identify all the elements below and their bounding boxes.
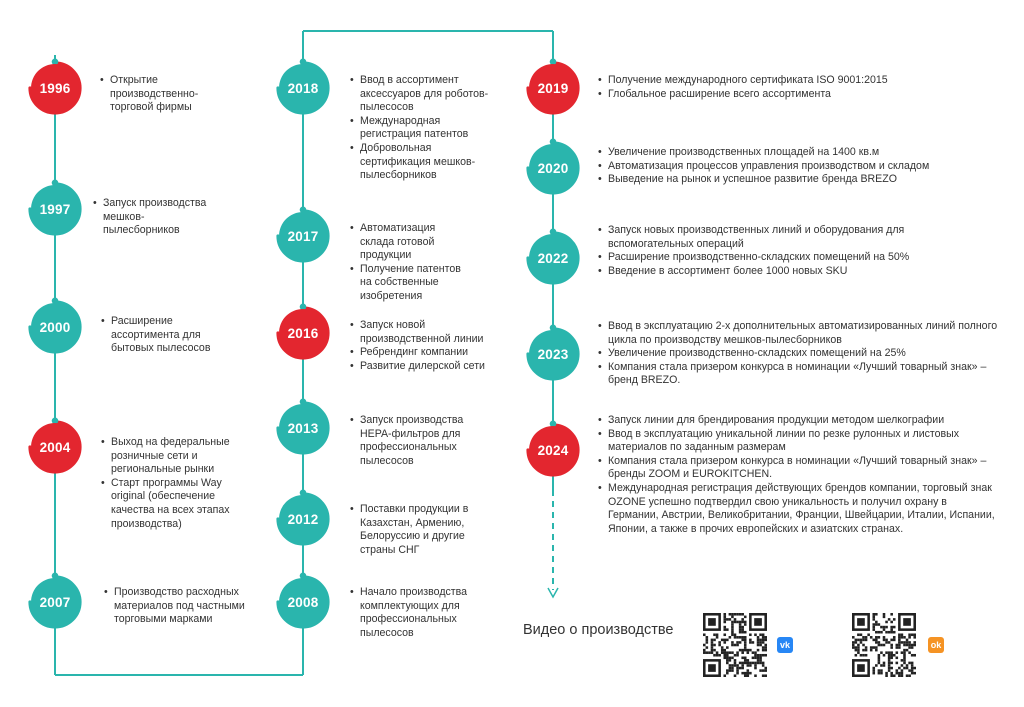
milestone-item: • Выход на федеральные розничные сети и региональные рынки — [101, 436, 241, 477]
milestone-item: • Добровольная сертификация мешков-пылесборников — [350, 142, 490, 183]
milestone-item: • Получение международного сертификата ISO 9001:2015 — [598, 74, 978, 88]
year-badge: 2012 — [279, 495, 327, 543]
milestone-1996-items — [100, 74, 220, 115]
year-badge: 2024 — [529, 426, 577, 474]
year-badge: 2004 — [31, 423, 79, 471]
year-badge: 2018 — [279, 64, 327, 112]
milestone-item: • Автоматизация склада готовой продукции — [350, 222, 470, 263]
year-badge: 2022 — [529, 234, 577, 282]
milestone-item: • Развитие дилерской сети — [350, 360, 485, 374]
milestone-item: • Автоматизация процессов управления производством и складом — [598, 160, 978, 174]
year-badge: 2016 — [279, 309, 327, 357]
milestone-2017-items — [350, 222, 470, 304]
milestone-item: • Увеличение производственных площадей на 1400 кв.м — [598, 146, 978, 160]
milestone-item: • Увеличение производственно-складских помещений на 25% — [598, 347, 998, 361]
milestone-item: • Ввод в ассортимент аксессуаров для роботов-пылесосов — [350, 74, 490, 115]
milestone-2008-items — [350, 586, 485, 640]
milestone-2019-items — [598, 74, 978, 101]
milestone-item: • Выведение на рынок и успешное развитие бренда BREZO — [598, 173, 978, 187]
year-badge: 1996 — [31, 64, 79, 112]
qr-code-ok[interactable] — [852, 613, 916, 677]
milestone-item: • Ребрендинг компании — [350, 346, 485, 360]
milestone-2016-items — [350, 319, 485, 373]
year-badge: 1997 — [31, 185, 79, 233]
year-badge: 2020 — [529, 144, 577, 192]
year-badge: 2013 — [279, 404, 327, 452]
ok-icon[interactable]: ok — [928, 637, 944, 653]
milestone-item: • Расширение производственно-складских помещений на 50% — [598, 251, 978, 265]
milestone-item: • Получение патентов на собственные изобретения — [350, 263, 470, 304]
milestone-item: • Начало производства комплектующих для профессиональных пылесосов — [350, 586, 485, 640]
milestone-item: • Производство расходных материалов под частными торговыми марками — [104, 586, 249, 627]
milestone-2024-items — [598, 414, 998, 536]
milestone-item: • Введение в ассортимент более 1000 новых SKU — [598, 265, 978, 279]
milestone-2007-items — [104, 586, 249, 627]
milestone-2004-items — [101, 436, 241, 531]
milestone-item: • Запуск производства мешков-пылесборников — [93, 197, 218, 238]
year-badge: 2008 — [279, 578, 327, 626]
milestone-item: • Открытие производственно-торговой фирмы — [100, 74, 220, 115]
milestone-1997-items — [93, 197, 218, 238]
year-badge: 2000 — [31, 303, 79, 351]
milestone-item: • Запуск новой производственной линии — [350, 319, 485, 346]
milestone-item: • Запуск новых производственных линий и оборудования для вспомогательных операций — [598, 224, 978, 251]
year-badge: 2017 — [279, 212, 327, 260]
milestone-item: • Ввод в эксплуатацию 2-х дополнительных автоматизированных линий полного цикла по производству мешков-пылесборников — [598, 320, 998, 347]
milestone-2012-items — [350, 503, 490, 557]
milestone-2018-items — [350, 74, 490, 183]
year-badge: 2023 — [529, 330, 577, 378]
milestone-2000-items — [101, 315, 231, 356]
milestone-2023-items — [598, 320, 998, 388]
milestone-item: • Компания стала призером конкурса в номинации «Лучший товарный знак» – бренд BREZO. — [598, 361, 998, 388]
milestone-item: • Международная регистрация действующих брендов компании, торговый знак OZONE успешно подтвердил свою уникальность и получил охрану в Германии, Австрии, Великобритании, Франции, Швейцарии, Италии, Испании, Японии, а также в прочих европейских и азиатских странах. — [598, 482, 998, 536]
vk-icon[interactable]: vk — [777, 637, 793, 653]
milestone-item: • Компания стала призером конкурса в номинации «Лучший товарный знак» – бренды ZOOM и EUROKITCHEN. — [598, 455, 998, 482]
milestone-2022-items — [598, 224, 978, 278]
milestone-item: • Международная регистрация патентов — [350, 115, 490, 142]
year-badge: 2007 — [31, 578, 79, 626]
video-label: Видео о производстве — [523, 622, 674, 638]
milestone-item: • Запуск линии для брендирования продукции методом шелкографии — [598, 414, 998, 428]
milestone-item: • Ввод в эксплуатацию уникальной линии по резке рулонных и листовых материалов по заданным размерам — [598, 428, 998, 455]
milestone-item: • Поставки продукции в Казахстан, Армению, Белоруссию и другие страны СНГ — [350, 503, 490, 557]
milestone-item: • Старт программы Way original (обеспечение качества на всех этапах производства) — [101, 477, 241, 531]
milestone-item: • Глобальное расширение всего ассортимента — [598, 88, 978, 102]
milestone-2020-items — [598, 146, 978, 187]
milestone-2013-items — [350, 414, 485, 468]
milestone-item: • Расширение ассортимента для бытовых пылесосов — [101, 315, 231, 356]
year-badge: 2019 — [529, 64, 577, 112]
qr-code-vk[interactable] — [703, 613, 767, 677]
milestone-item: • Запуск производства HEPA-фильтров для профессиональных пылесосов — [350, 414, 485, 468]
